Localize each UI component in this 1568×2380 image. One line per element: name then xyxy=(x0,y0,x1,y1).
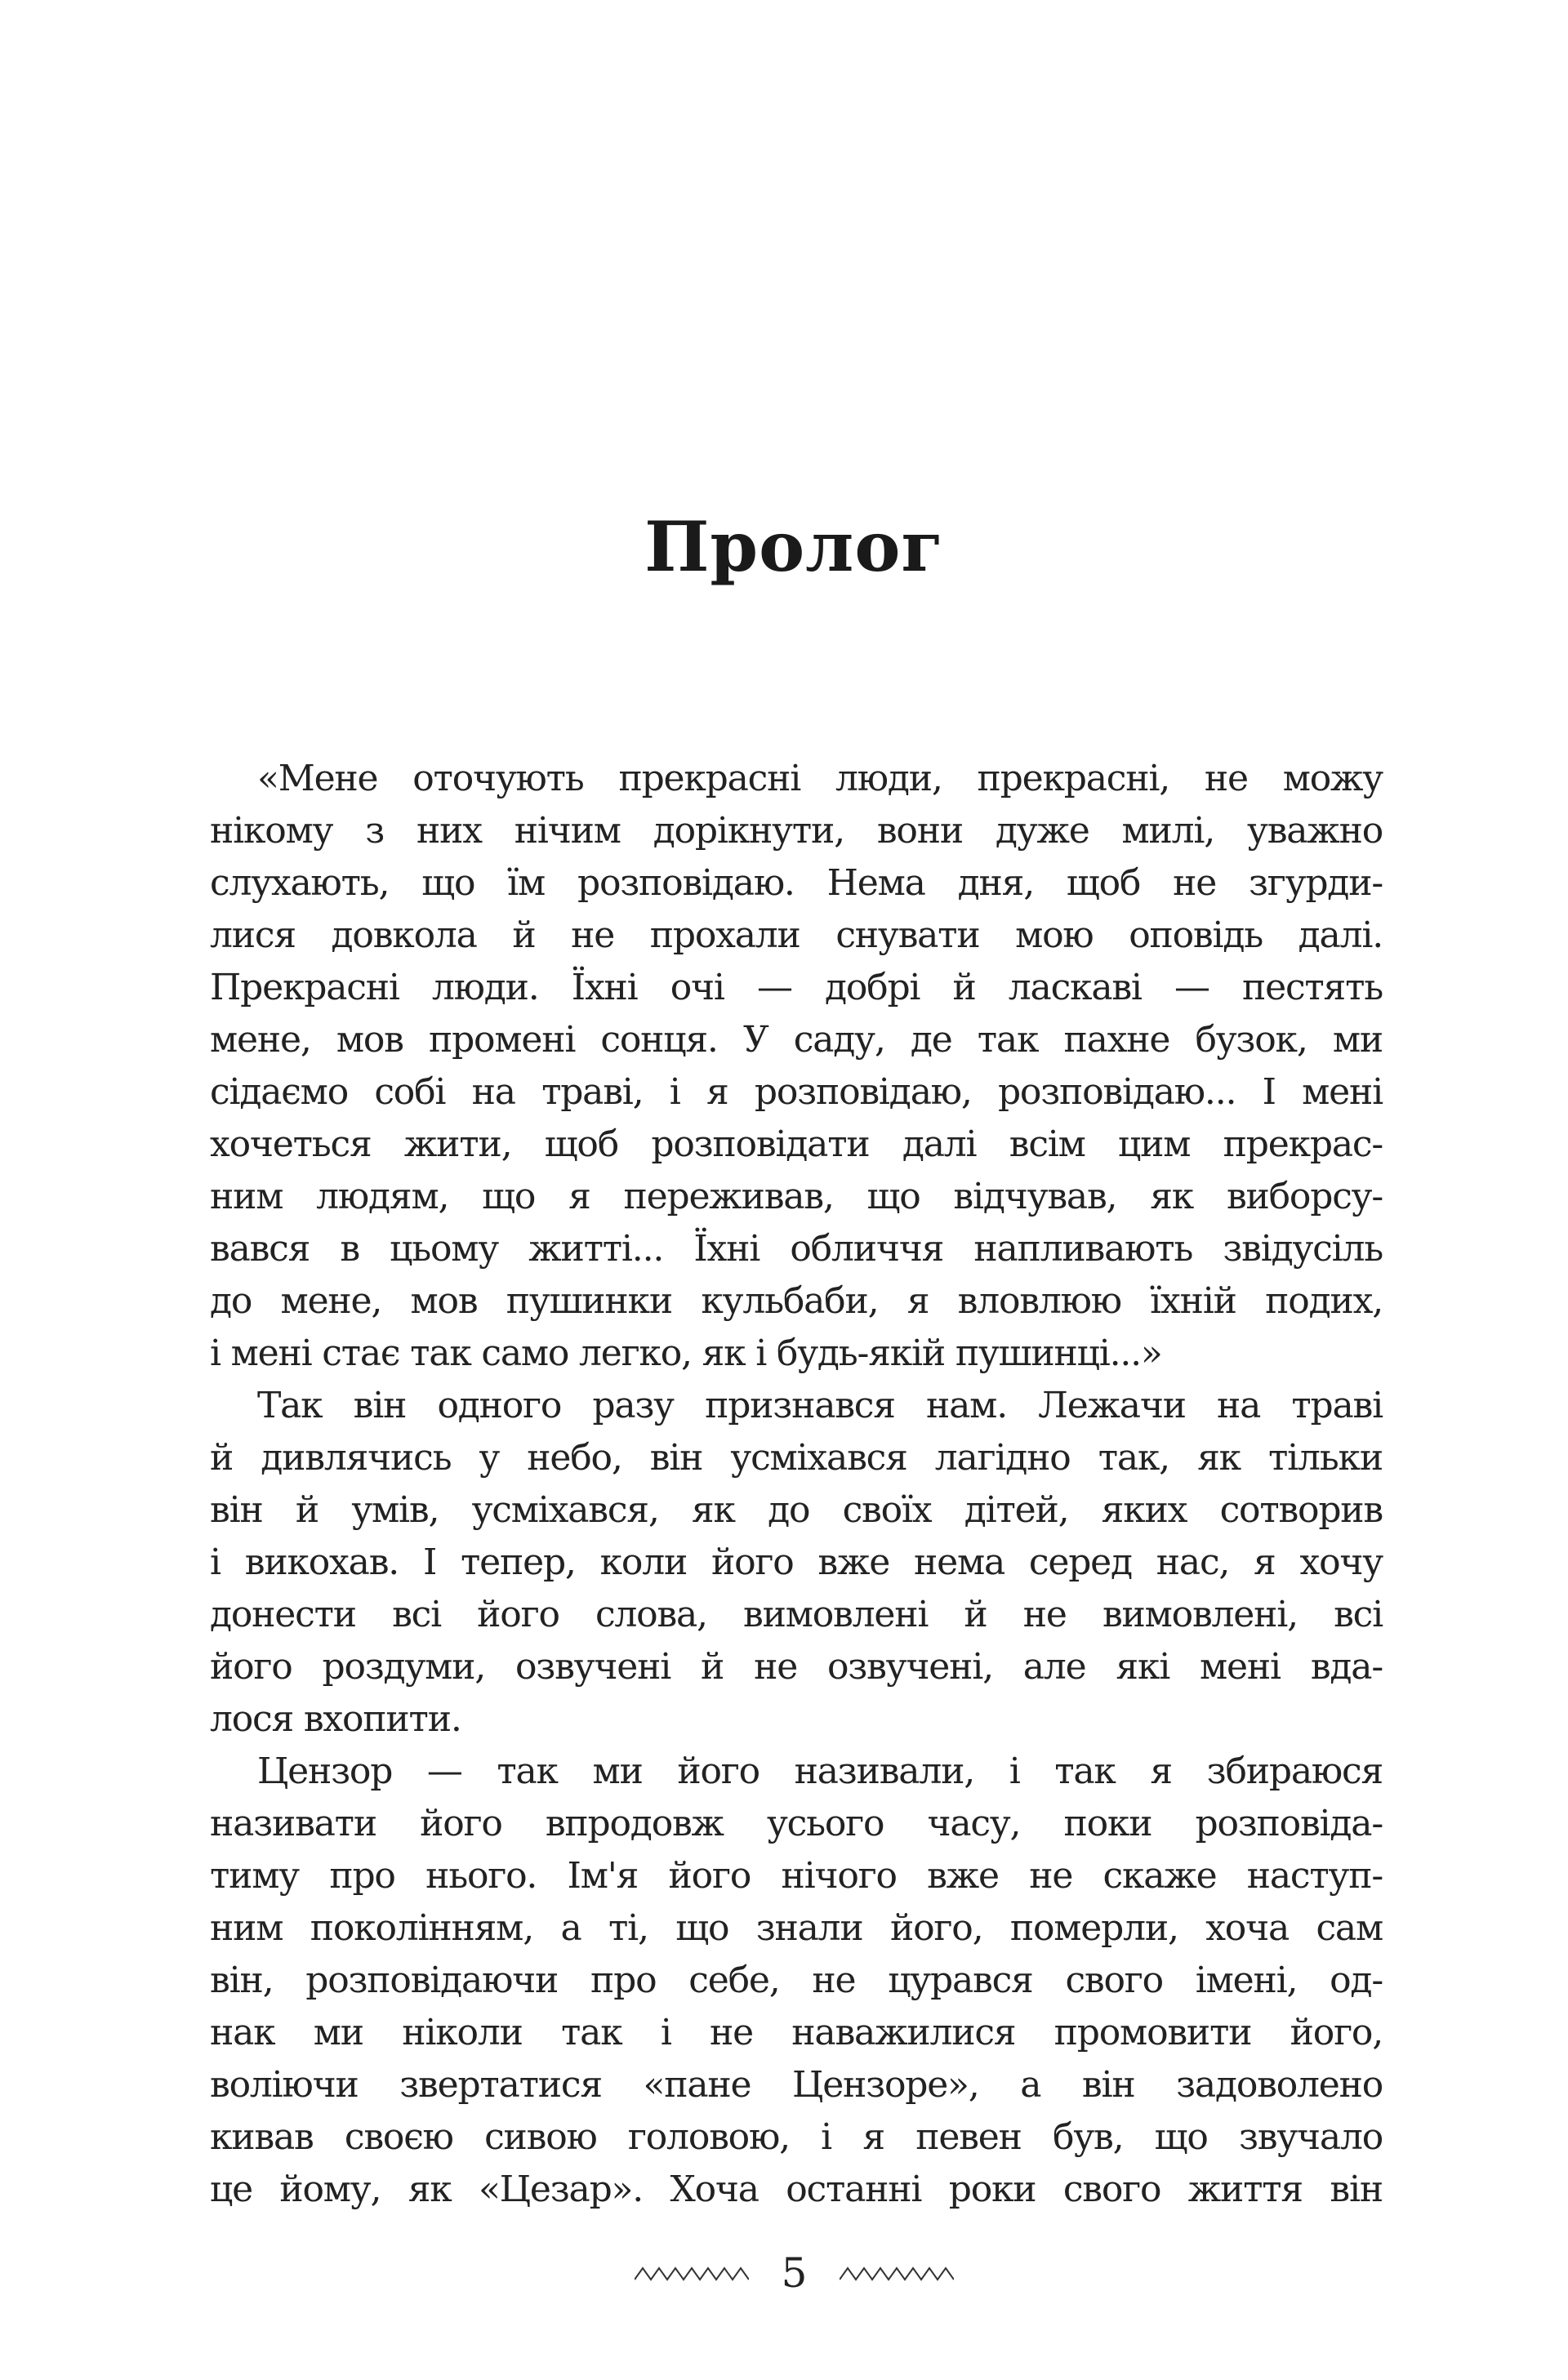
text-line: мене, мов промені сонця. У саду, де так пахне бузок, ми xyxy=(210,1019,1383,1061)
wave-ornament-icon xyxy=(840,2263,954,2283)
text-line: називати його впродовж усього часу, поки розповіда- xyxy=(210,1803,1383,1844)
text-line: «Мене оточують прекрасні люди, прекрасні, не можу xyxy=(257,758,1383,799)
text-line: він, розповідаючи про себе, не цурався свого імені, од- xyxy=(210,1960,1383,2001)
text-line: сідаємо собі на траві, і я розповідаю, розповідаю... І мені xyxy=(210,1071,1383,1113)
chapter-title: Пролог xyxy=(644,506,944,587)
text-line: вався в цьому житті... Їхні обличчя напливають звідусіль xyxy=(210,1228,1383,1270)
text-line: і викохав. І тепер, коли його вже нема серед нас, я хочу xyxy=(210,1541,1383,1583)
text-line: ним поколінням, а ті, що знали його, померли, хоча сам xyxy=(210,1907,1383,1949)
text-line: він й умів, усміхався, як до своїх дітей, яких сотворив xyxy=(210,1489,1383,1531)
text-line: хочеться жити, щоб розповідати далі всім цим прекрас- xyxy=(210,1123,1383,1165)
text-line: ним людям, що я переживав, що відчував, як виборсу- xyxy=(210,1176,1383,1217)
text-line: Прекрасні люди. Їхні очі — добрі й ласкаві — пестять xyxy=(210,967,1383,1008)
text-line: слухають, що їм розповідаю. Нема дня, щоб не згурди- xyxy=(210,862,1383,904)
text-line: його роздуми, озвучені й не озвучені, але які мені вда- xyxy=(210,1646,1383,1688)
text-line: Так він одного разу признався нам. Лежачи на траві xyxy=(257,1385,1383,1426)
text-line: це йому, як «Цезар». Хоча останні роки свого життя він xyxy=(210,2169,1383,2210)
text-line: лося вхопити. xyxy=(210,1698,461,1740)
text-line: Цензор — так ми його називали, і так я збираюся xyxy=(257,1751,1383,1792)
text-line: і мені стає так само легко, як і будь-якій пушинці...» xyxy=(210,1332,1162,1374)
text-line: й дивлячись у небо, він усміхався лагідно так, як тільки xyxy=(210,1437,1383,1479)
text-line: тиму про нього. Ім'я його нічого вже не скаже наступ- xyxy=(210,1855,1383,1897)
paragraph xyxy=(210,1380,1383,1746)
wave-ornament-icon xyxy=(635,2263,749,2283)
page-footer xyxy=(0,2249,1568,2297)
paragraph xyxy=(210,1746,1383,2216)
text-line: нак ми ніколи так і не наважилися промовити його, xyxy=(210,2012,1383,2053)
body-text xyxy=(210,753,1383,2216)
text-line: воліючи звертатися «пане Цензоре», а він задоволено xyxy=(210,2064,1383,2106)
text-line: кивав своєю сивою головою, і я певен був, що звучало xyxy=(210,2116,1383,2158)
page-number: 5 xyxy=(781,2249,808,2297)
text-line: нікому з них нічим дорікнути, вони дуже милі, уважно xyxy=(210,810,1383,852)
text-line: лися довкола й не прохали снувати мою оповідь далі. xyxy=(210,914,1383,956)
text-line: донести всі його слова, вимовлені й не вимовлені, всі xyxy=(210,1594,1383,1635)
paragraph xyxy=(210,753,1383,1380)
text-line: до мене, мов пушинки кульбаби, я вловлюю їхній подих, xyxy=(210,1280,1383,1322)
